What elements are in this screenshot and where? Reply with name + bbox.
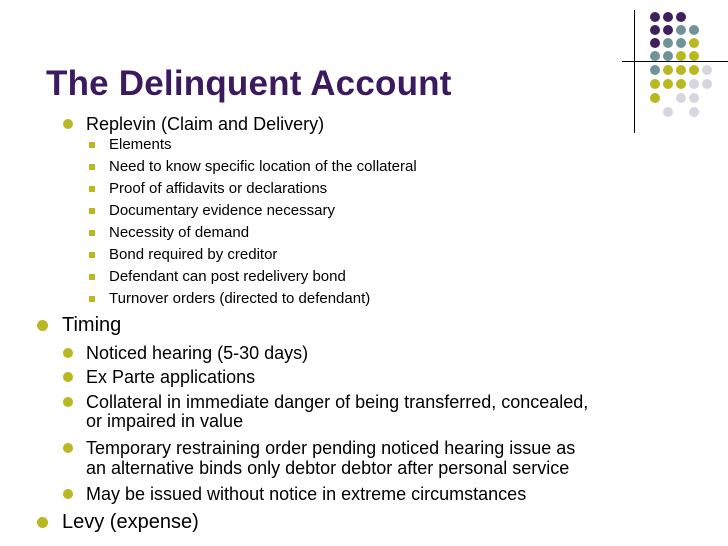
square-bullet-icon [89,274,95,280]
dots-row-2 [650,25,699,35]
sub-bullet-text: Bond required by creditor [109,246,278,263]
timing-sub-text-continued: an alternative binds only debtor debtor after personal service [86,458,570,478]
dots-row-4 [650,51,699,61]
bullet-icon [63,372,73,382]
sub-bullet-text: Elements [109,136,172,153]
dots-row-8 [663,107,699,117]
square-bullet-icon [89,252,95,258]
square-bullet-icon [89,230,95,236]
square-bullet-icon [89,164,95,170]
bullet-icon [37,320,48,331]
timing-sub-text: Ex Parte applications [86,367,256,387]
sub-bullet-text: Turnover orders (directed to defendant) [109,290,371,307]
dots-row-3 [650,38,699,48]
bullet-text: Replevin (Claim and Delivery) [86,114,325,134]
timing-sub-text-continued: or impaired in value [86,411,244,431]
sub-bullet-text: Documentary evidence necessary [109,202,335,219]
timing-sub-text: Temporary restraining order pending noticed hearing issue as [86,438,576,458]
sub-bullet-text: Proof of affidavits or declarations [109,180,328,197]
square-bullet-icon [89,142,95,148]
square-bullet-icon [89,296,95,302]
sub-bullet-text: Necessity of demand [109,224,250,241]
dots-row-1 [650,12,686,22]
timing-sub-text: Collateral in immediate danger of being transferred, concealed, [86,392,589,412]
bullet-icon [63,489,73,499]
sub-bullet-text: Need to know specific location of the collateral [109,158,417,175]
bullet-icon [63,119,73,129]
timing-sub-text: May be issued without notice in extreme circumstances [86,484,527,504]
square-bullet-icon [89,208,95,214]
bullet-icon [63,348,73,358]
bullet-icon [63,397,73,407]
dots-row-6 [650,79,712,89]
slide-title: The Delinquent Account [46,64,452,103]
bullet-text: Timing [62,314,122,336]
dots-row-7 [650,93,699,103]
timing-sub-text: Noticed hearing (5-30 days) [86,343,309,363]
sub-bullet-text: Defendant can post redelivery bond [109,268,346,285]
dots-row-5 [650,65,712,75]
square-bullet-icon [89,186,95,192]
bullet-icon [63,443,73,453]
bullet-icon [37,517,48,528]
bullet-text: Levy (expense) [62,511,199,533]
